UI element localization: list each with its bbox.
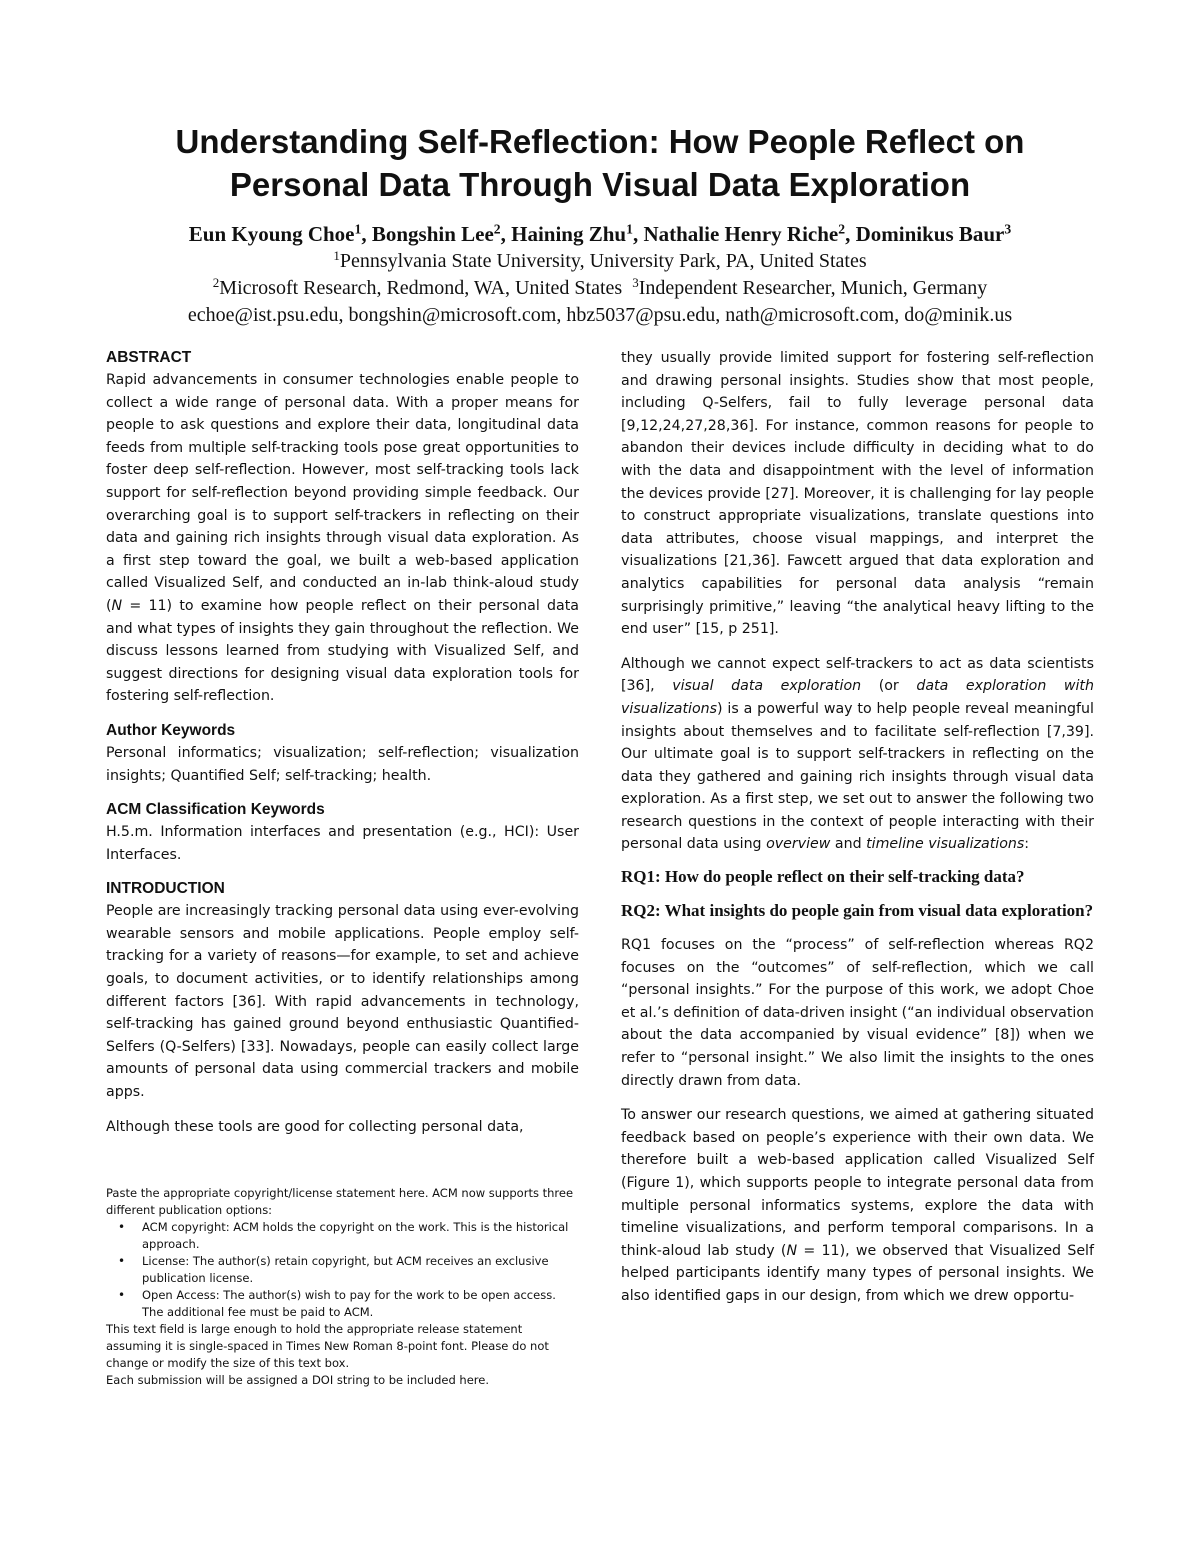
list-item: • ACM copyright: ACM holds the copyright on the work. This is the historical approach. <box>142 1219 576 1253</box>
body-paragraph: they usually provide limited support for fostering self-reflection and drawing personal insights. Studies show that most people, including Q-Selfers, fail to fully leverage personal data [9,12,24,27,28,36]. For instance, common reasons for people to abandon their devices include difficulty in deciding what to do with the data and disappointment with the level of information the devices provide [27]. Moreover, it is challenging for lay people to construct appropriate visualizations, translate questions into data attributes, choose visual mappings, and interpret the visualizations [21,36]. Fawcett argued that data exploration and analytics capabilities for personal data analysis “remain surprisingly primitive,” leaving “the analytical heavy lifting to the end user” [15, p 251]. <box>621 350 1094 638</box>
list-item: • Open Access: The author(s) wish to pay for the work to be open access. The additional fee must be paid to ACM. <box>142 1287 576 1321</box>
abstract-text: Rapid advancements in consumer technologies enable people to collect a wide range of personal data. With a proper means for people to ask questions and explore their data, longitudinal data feeds from multiple self-tracking tools pose great opportunities to foster deep self-reflection. However, most self-tracking tools lack support for self-reflection beyond providing simple feedback. Our overarching goal is to support self-trackers in reflecting on their data and gaining rich insights through visual data exploration. As a first step toward the goal, we built a web-based application called Visualized Self, and conducted an in-lab think-aloud study (N = 11) to examine how people reflect on their personal data and what types of insights they gain throughout the reflection. We discuss lessons learned from studying with Visualized Self, and suggest directions for designing visual data exploration tools for fostering self-reflection. <box>106 372 579 705</box>
paper-title <box>0 120 1200 206</box>
list-item: • License: The author(s) retain copyright, but ACM receives an exclusive publication license. <box>142 1253 576 1287</box>
author: Eun Kyoung Choe$^1$, <box>188 221 372 246</box>
author: Dominikus Baur$^3$ <box>855 221 1012 246</box>
research-question-1: RQ1: How do people reflect on their self-tracking data? <box>621 867 1025 887</box>
copyright-note-1: This text field is large enough to hold the appropriate release statement assuming it is single-spaced in Times New Roman 8-point font. Please do not change or modify the size of this text box. <box>106 1322 549 1370</box>
left-column <box>106 347 579 1150</box>
affiliation-line-1: $^1$Pennsylvania State University, University Park, PA, United States <box>333 247 867 272</box>
keywords-text: Personal informatics; visualization; self-reflection; visualization insights; Quantified Self; self-tracking; health. <box>106 744 579 784</box>
body-paragraph: RQ1 focuses on the “process” of self-reflection whereas RQ2 focuses on the “outcomes” of self-reflection, which we call “personal insights.” For the purpose of this work, we adopt Choe et al.’s definition of data-driven insight (“an individual observation about the data accompanied by visual evidence” [8]) when we refer to “personal insight.” We also limit the insights to the ones directly drawn from data. <box>621 937 1095 1089</box>
author-list <box>0 220 1200 248</box>
title-line-2: Personal Data Through Visual Data Exploration <box>229 166 971 203</box>
intro-paragraph-2: Although these tools are good for collecting personal data, <box>106 1118 524 1135</box>
body-paragraph: To answer our research questions, we aimed at gathering situated feedback based on people’s experience with their own data. We therefore built a web-based application called Visualized Self (Figure 1), which supports people to integrate personal data from multiple personal informatics systems, explore the data with timeline visualizations, and perform temporal comparisons. In a think-aloud lab study (N = 11), we observed that Visualized Self helped participants identify many types of personal insights. We also identified gaps in our design, from which we drew opportu- <box>621 1107 1094 1304</box>
keywords-heading: Author Keywords <box>106 721 236 739</box>
copyright-note-2: Each submission will be assigned a DOI string to be included here. <box>106 1373 489 1387</box>
acm-text: H.5.m. Information interfaces and presentation (e.g., HCI): User Interfaces. <box>106 824 579 863</box>
copyright-options <box>106 1219 576 1321</box>
copyright-box <box>106 1185 576 1389</box>
title-line-1: Understanding Self-Reflection: How People Reflect on <box>175 123 1025 160</box>
affiliation-line-2: $^2$Microsoft Research, Redmond, WA, United States $^3$Independent Researcher, Munich, Germany <box>212 274 988 299</box>
copyright-intro: Paste the appropriate copyright/license statement here. ACM now supports three different publication options: <box>106 1186 574 1217</box>
body-paragraph: Although we cannot expect self-trackers to act as data scientists [36], visual data exploration (or data exploration with visualizations) is a powerful way to help people reveal meaningful insights about themselves and to facilitate self-reflection [7,39]. Our ultimate goal is to support self-trackers in reflecting on the data they gathered and gaining rich insights through visual data exploration. As a first step, we set out to answer the following two research questions in the context of people interacting with their personal data using overview and timeline visualizations: <box>621 655 1094 853</box>
right-column <box>621 347 1094 1320</box>
intro-paragraph-1: People are increasingly tracking personal data using ever-evolving wearable sensors and mobile applications. People employ self-tracking for a variety of reasons—for example, to set and achieve goals, to document activities, or to identify relationships among different factors [36]. With rapid advancements in technology, self-tracking has gained ground beyond enthusiastic Quantified-Selfers (Q-Selfers) [33]. Nowadays, people can easily collect large amounts of personal data using commercial trackers and mobile apps. <box>106 903 579 1101</box>
author: Bongshin Lee$^2$, <box>371 221 512 246</box>
research-question-2: RQ2: What insights do people gain from visual data exploration? <box>621 901 1094 921</box>
abstract-heading: ABSTRACT <box>106 349 192 366</box>
author-emails: echoe@ist.psu.edu, bongshin@microsoft.com, hbz5037@psu.edu, nath@microsoft.com, do@minik.us <box>187 304 1013 326</box>
acm-heading: ACM Classification Keywords <box>106 801 325 819</box>
author: Nathalie Henry Riche$^2$, <box>643 221 856 246</box>
author: Haining Zhu$^1$, <box>511 221 644 246</box>
introduction-heading: INTRODUCTION <box>106 880 225 898</box>
